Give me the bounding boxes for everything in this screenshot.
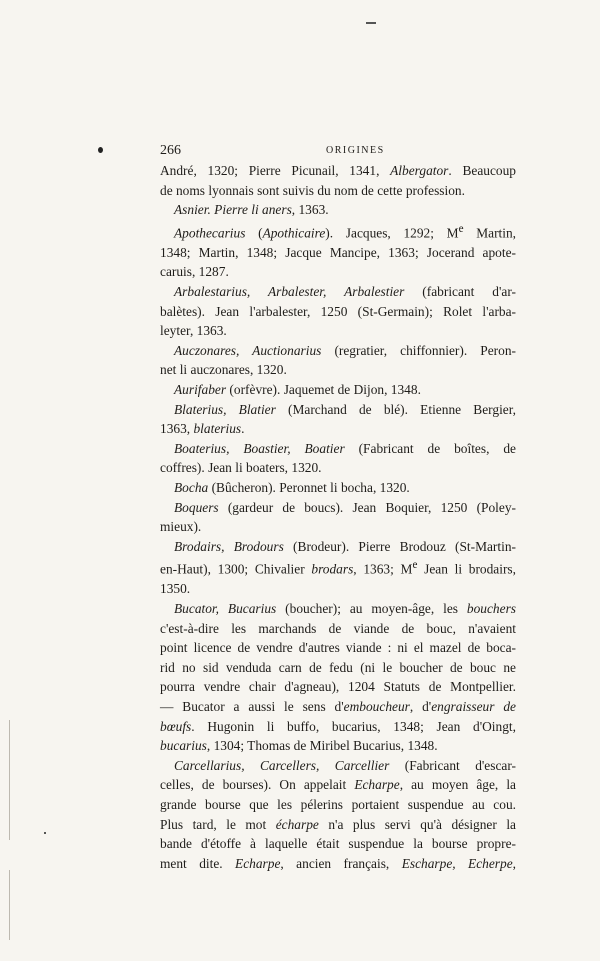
page-number: 266: [160, 143, 181, 158]
text-line: grande bourse que les pélerins portaient suspendue au cou.: [160, 796, 516, 812]
top-mark: [366, 22, 376, 24]
text-line: Boaterius, Boastier, Boatier (Fabricant de boîtes, de: [174, 440, 516, 456]
text-line: Asnier. Pierre li aners, 1363.: [174, 202, 329, 218]
text-line: caruis, 1287.: [160, 264, 229, 280]
page-edge-mark: [9, 720, 10, 840]
text-line: bœufs. Hugonin li buffo, bucarius, 1348; Jean d'Oingt,: [160, 718, 516, 734]
text-line: Bucator, Bucarius (boucher); au moyen-âge, les bouchers: [174, 601, 516, 616]
page-edge-mark: [9, 870, 10, 940]
ink-speck: [98, 147, 103, 153]
text-line: bucarius, 1304; Thomas de Miribel Bucarius, 1348.: [160, 738, 438, 754]
text-line: Aurifaber (orfèvre). Jaquemet de Dijon, 1348.: [174, 382, 421, 397]
text-line: pourra vendre chair d'agneau), 1204 Statuts de Montpellier.: [160, 679, 516, 695]
text-line: Boquers (gardeur de boucs). Jean Boquier, 1250 (Poley-: [174, 499, 516, 515]
text-line: bande d'étoffe à laquelle était suspendue la bourse propre-: [160, 836, 516, 852]
text-line: balètes). Jean l'arbalester, 1250 (St-Germain); Rolet l'arba-: [160, 303, 516, 319]
text-line: en-Haut), 1300; Chivalier brodars, 1363; Me Jean li brodairs,: [160, 559, 516, 577]
text-line: celles, de bourses). On appelait Echarpe, au moyen âge, la: [160, 777, 517, 793]
text-line: 1363, blaterius.: [160, 421, 245, 437]
text-line: net li auczonares, 1320.: [160, 362, 287, 378]
text-line: c'est-à-dire les marchands de viande de bouc, n'avaient: [160, 620, 516, 636]
text-line: ment dite. Echarpe, ancien français, Escharpe, Echerpe,: [160, 855, 516, 871]
text-line: 1348; Martin, 1348; Jacque Mancipe, 1363; Jocerand apote-: [160, 244, 516, 260]
text-line: coffres). Jean li boaters, 1320.: [160, 460, 322, 476]
text-line: Plus tard, le mot écharpe n'a plus servi qu'à désigner la: [160, 816, 516, 832]
text-line: point licence de vendre d'autres viande : ni el mazel de boca-: [160, 640, 516, 656]
text-line: 1350.: [160, 581, 191, 597]
text-line: rid no sid venduda carn de fedu (ni le boucher de bouc ne: [160, 659, 516, 675]
text-line: mieux).: [160, 519, 202, 535]
body-text: [160, 161, 516, 873]
text-line: Apothecarius (Apothicaire). Jacques, 1292; Me Martin,: [174, 222, 517, 241]
text-line: Blaterius, Blatier (Marchand de blé). Etienne Bergier,: [174, 401, 517, 417]
text-line: de noms lyonnais sont suivis du nom de cette profession.: [160, 182, 465, 198]
text-line: — Bucator a aussi le sens d'emboucheur, d'engraisseur de: [160, 698, 516, 714]
text-line: André, 1320; Pierre Picunail, 1341, Albergator. Beaucoup: [160, 163, 516, 178]
running-title: ORIGINES: [326, 145, 385, 156]
text-line: Bocha (Bûcheron). Peronnet li bocha, 1320.: [174, 479, 410, 495]
text-line: Carcellarius, Carcellers, Carcellier (Fabricant d'escar-: [174, 757, 516, 773]
text-line: Auczonares, Auctionarius (regratier, chiffonnier). Peron-: [174, 342, 516, 358]
text-line: leyter, 1363.: [160, 323, 227, 339]
text-line: Arbalestarius, Arbalester, Arbalestier (fabricant d'ar-: [174, 284, 516, 300]
text-line: Brodairs, Brodours (Brodeur). Pierre Brodouz (St-Martin-: [174, 538, 516, 554]
ink-speck: [44, 832, 46, 834]
